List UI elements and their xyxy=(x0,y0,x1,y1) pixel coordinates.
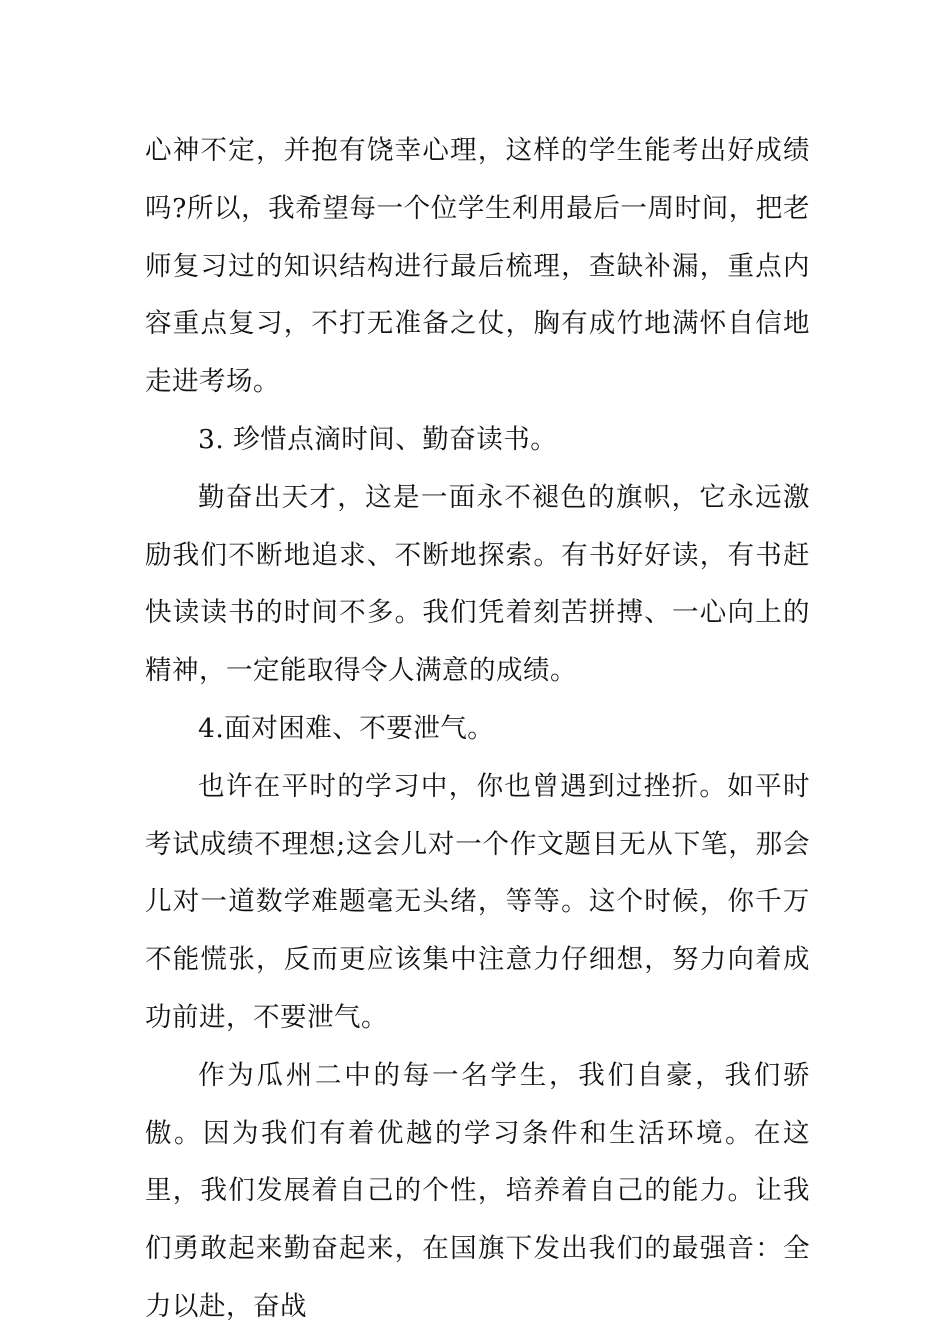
paragraph-continuation: 心神不定，并抱有饶幸心理，这样的学生能考出好成绩吗?所以，我希望每一个位学生利用最后一周时间，把老师复习过的知识结构进行最后梳理，查缺补漏，重点内容重点复习，不打无准备之仗，胸有成竹地满怀自信地走进考场。 xyxy=(145,135,810,398)
section-heading-4: 4.面对困难、不要泄气。 xyxy=(198,712,495,744)
paragraph-diligence: 勤奋出天才，这是一面永不褪色的旗帜，它永远激励我们不断地追求、不断地探索。有书好好读，有书赶快读读书的时间不多。我们凭着刻苦拼搏、一心向上的精神，一定能取得令人满意的成绩。 xyxy=(145,481,810,687)
document-body xyxy=(145,122,810,1336)
paragraph-school-pride: 作为瓜州二中的每一名学生，我们自豪，我们骄傲。因为我们有着优越的学习条件和生活环境。在这里，我们发展着自己的个性，培养着自己的能力。让我们勇敢起来勤奋起来，在国旗下发出我们的最强音：全力以赴，奋战 xyxy=(145,1059,810,1322)
paragraph-difficulties: 也许在平时的学习中，你也曾遇到过挫折。如平时考试成绩不理想;这会儿对一个作文题目无从下笔，那会儿对一道数学难题毫无头绪，等等。这个时候，你千万不能慌张，反而更应该集中注意力仔细想，努力向着成功前进，不要泄气。 xyxy=(145,770,810,1033)
section-heading-3: 3. 珍惜点滴时间、勤奋读书。 xyxy=(198,423,558,455)
